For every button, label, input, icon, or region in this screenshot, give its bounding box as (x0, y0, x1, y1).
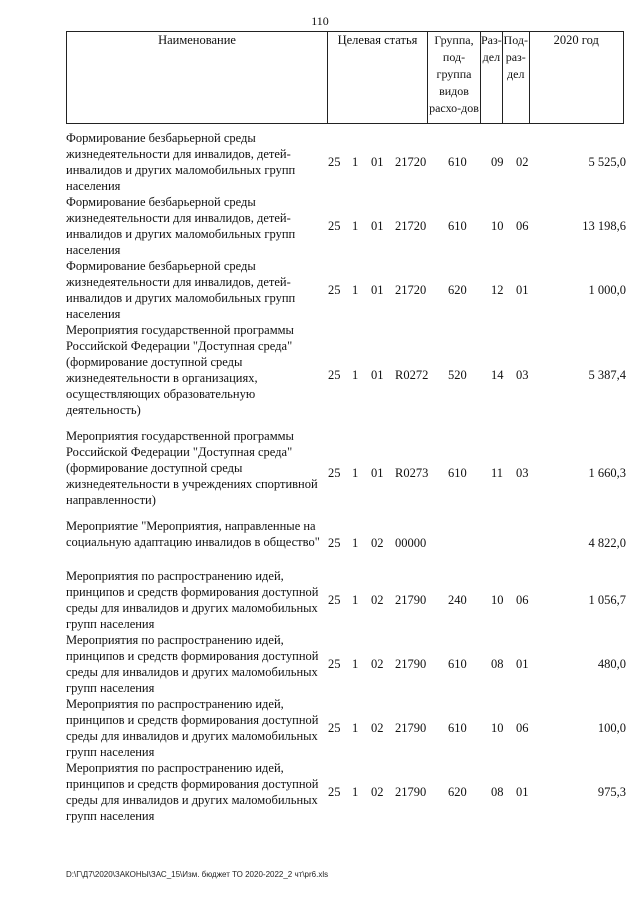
table-row (66, 130, 626, 194)
subsection-code: 06 (516, 593, 529, 607)
code-direction: 21790 (395, 593, 427, 607)
section-code: 10 (491, 219, 504, 233)
file-path-footer: D:\Г\Д7\2020\ЗАКОНЫ\ЗАС_15\Изм. бюджет ТО 2020-2022_2 чт\pr6.xls (66, 870, 329, 879)
code-measure: 01 (371, 219, 384, 233)
amount: 480,0 (597, 657, 626, 671)
group-code: 620 (448, 283, 467, 297)
code-program: 25 (328, 721, 341, 735)
section-code: 08 (491, 657, 504, 671)
header-subsection: Под-раз-дел (502, 32, 529, 124)
row-name: Мероприятия по распространению идей, принципов и средств формирования доступной среды для инвалидов и других маломобильных групп населения (66, 633, 319, 695)
code-subprogram: 1 (352, 466, 359, 480)
code-measure: 02 (371, 721, 384, 735)
code-direction: 21790 (395, 657, 427, 671)
row-name: Мероприятия по распространению идей, принципов и средств формирования доступной среды для инвалидов и других маломобильных групп населения (66, 569, 319, 631)
code-program: 25 (328, 219, 341, 233)
row-name: Формирование безбарьерной среды жизнедеятельности для инвалидов, детей-инвалидов и других маломобильных групп населения (66, 195, 296, 257)
table-row (66, 258, 626, 322)
code-subprogram: 1 (352, 219, 359, 233)
amount: 13 198,6 (582, 219, 626, 233)
subsection-code: 01 (516, 283, 529, 297)
amount: 1 000,0 (588, 283, 626, 297)
code-subprogram: 1 (352, 283, 359, 297)
group-code: 610 (448, 657, 467, 671)
group-code: 610 (448, 721, 467, 735)
header-section: Раз-дел (481, 32, 503, 124)
code-program: 25 (328, 536, 341, 550)
section-code: 14 (491, 368, 504, 382)
group-code: 620 (448, 785, 467, 799)
code-direction: 21720 (395, 283, 427, 297)
row-name: Мероприятие "Мероприятия, направленные на социальную адаптацию инвалидов в общество" (66, 519, 320, 549)
header-target: Целевая статья (328, 32, 428, 124)
subsection-code: 01 (516, 785, 529, 799)
subsection-code: 01 (516, 657, 529, 671)
group-code: 520 (448, 368, 467, 382)
table-row (66, 194, 626, 258)
header-name: Наименование (67, 32, 328, 124)
code-direction: 21790 (395, 785, 427, 799)
code-measure: 02 (371, 657, 384, 671)
code-program: 25 (328, 785, 341, 799)
code-measure: 02 (371, 785, 384, 799)
row-name: Мероприятия государственной программы Российской Федерации "Доступная среда" (формирование доступной среды жизнедеятельности в учреждениях спортивной направленности) (66, 429, 318, 507)
code-program: 25 (328, 155, 341, 169)
code-measure: 01 (371, 466, 384, 480)
table-row (66, 568, 626, 632)
row-name: Мероприятия государственной программы Российской Федерации "Доступная среда" (формирование доступной среды жизнедеятельности в организациях, осуществляющих образовательную деятельность) (66, 323, 294, 417)
code-subprogram: 1 (352, 536, 359, 550)
code-program: 25 (328, 368, 341, 382)
table-row (66, 632, 626, 696)
code-direction: 21720 (395, 155, 427, 169)
code-program: 25 (328, 657, 341, 671)
code-subprogram: 1 (352, 368, 359, 382)
row-name: Формирование безбарьерной среды жизнедеятельности для инвалидов, детей-инвалидов и других маломобильных групп населения (66, 131, 296, 193)
code-program: 25 (328, 593, 341, 607)
code-subprogram: 1 (352, 155, 359, 169)
code-measure: 01 (371, 155, 384, 169)
code-measure: 01 (371, 368, 384, 382)
code-measure: 02 (371, 536, 384, 550)
table-body (66, 130, 626, 824)
code-direction: R0272 (395, 368, 429, 382)
amount: 1 056,7 (588, 593, 626, 607)
row-name: Формирование безбарьерной среды жизнедеятельности для инвалидов, детей-инвалидов и других маломобильных групп населения (66, 259, 296, 321)
section-code: 10 (491, 593, 504, 607)
header-year: 2020 год (529, 32, 623, 124)
table-row (66, 760, 626, 824)
amount: 4 822,0 (588, 536, 626, 550)
table-row (66, 428, 626, 518)
subsection-code: 02 (516, 155, 529, 169)
section-code: 09 (491, 155, 504, 169)
code-direction: 21720 (395, 219, 427, 233)
amount: 975,3 (597, 785, 626, 799)
table-row (66, 322, 626, 428)
subsection-code: 06 (516, 721, 529, 735)
subsection-code: 06 (516, 219, 529, 233)
group-code: 240 (448, 593, 467, 607)
section-code: 11 (491, 466, 504, 480)
code-program: 25 (328, 283, 341, 297)
header-group: Группа, под-группа видов расхо-дов (428, 32, 481, 124)
table-row (66, 696, 626, 760)
row-name: Мероприятия по распространению идей, принципов и средств формирования доступной среды для инвалидов и других маломобильных групп населения (66, 761, 319, 823)
code-subprogram: 1 (352, 721, 359, 735)
row-name: Мероприятия по распространению идей, принципов и средств формирования доступной среды для инвалидов и других маломобильных групп населения (66, 697, 319, 759)
code-direction: R0273 (395, 466, 429, 480)
code-measure: 01 (371, 283, 384, 297)
amount: 1 660,3 (588, 466, 626, 480)
section-code: 12 (491, 283, 504, 297)
code-subprogram: 1 (352, 657, 359, 671)
amount: 5 387,4 (588, 368, 626, 382)
table-header (66, 31, 624, 124)
subsection-code: 03 (516, 466, 529, 480)
section-code: 10 (491, 721, 504, 735)
code-measure: 02 (371, 593, 384, 607)
code-direction: 00000 (395, 536, 427, 550)
group-code: 610 (448, 466, 467, 480)
code-subprogram: 1 (352, 785, 359, 799)
amount: 5 525,0 (588, 155, 626, 169)
group-code: 610 (448, 155, 467, 169)
section-code: 08 (491, 785, 504, 799)
code-program: 25 (328, 466, 341, 480)
table-row (66, 518, 626, 568)
page-number: 110 (311, 14, 329, 28)
code-direction: 21790 (395, 721, 427, 735)
amount: 100,0 (597, 721, 626, 735)
subsection-code: 03 (516, 368, 529, 382)
code-subprogram: 1 (352, 593, 359, 607)
group-code: 610 (448, 219, 467, 233)
